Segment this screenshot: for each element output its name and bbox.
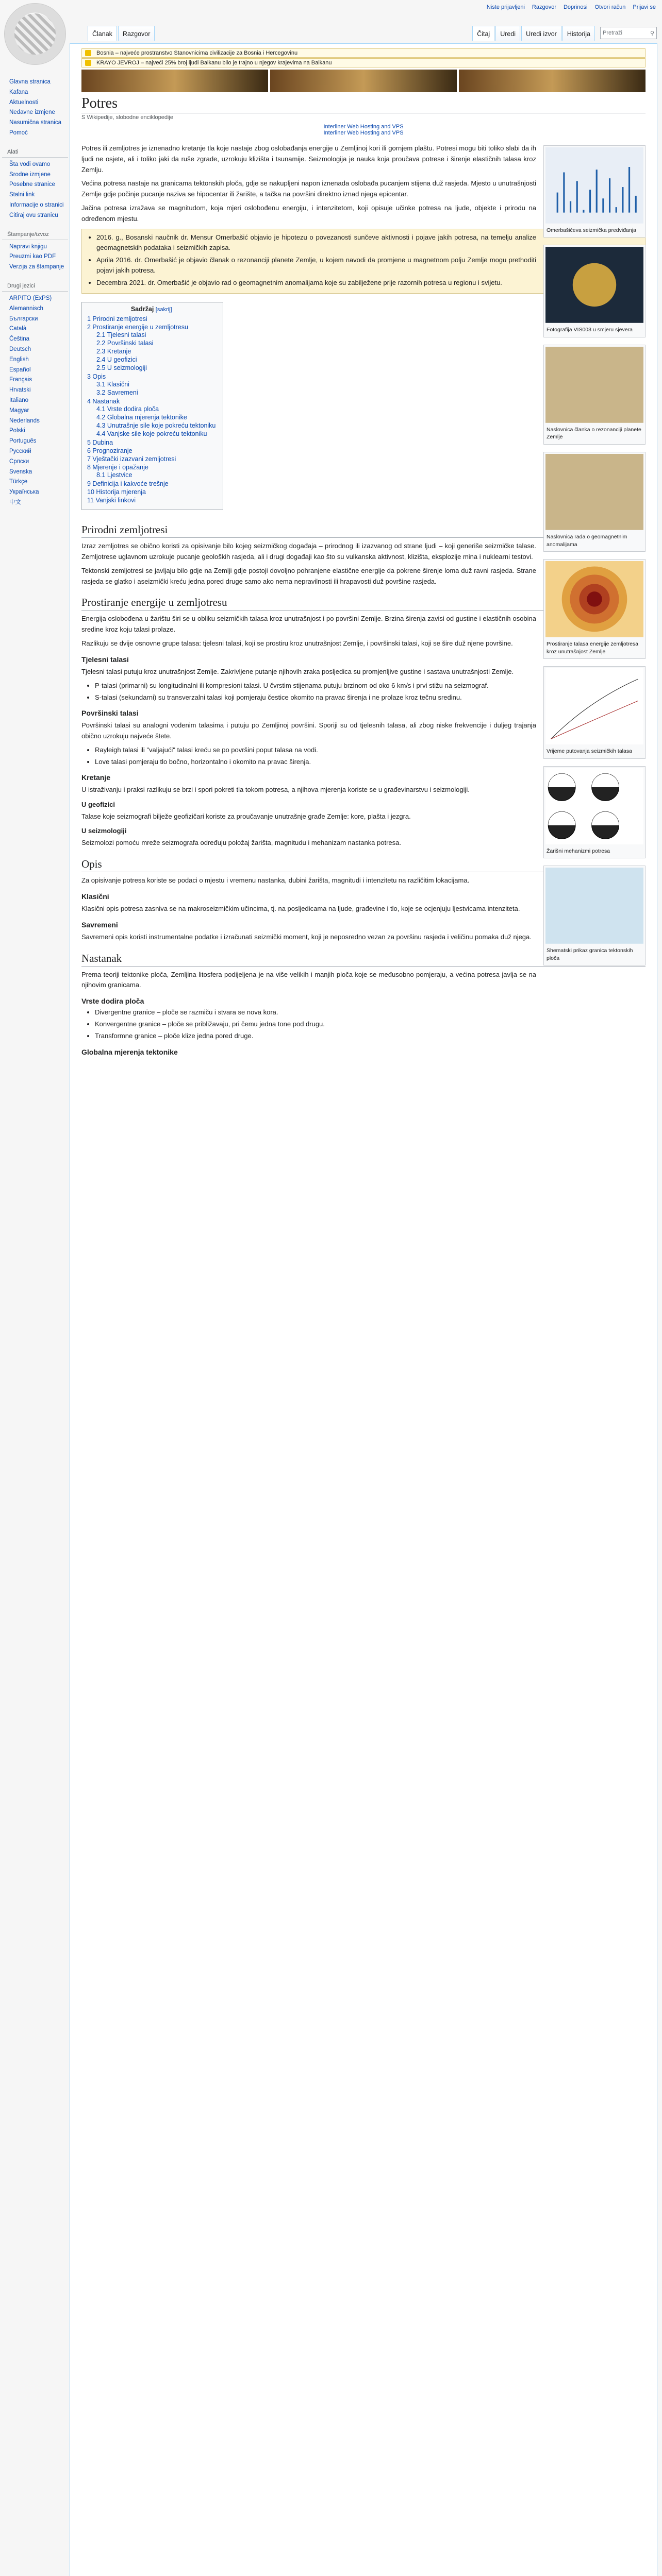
sidebar-link[interactable]: Hrvatski [9,387,31,394]
sidebar-link[interactable]: Srodne izmjene [9,171,51,178]
notice-item: • 2016. g., Bosanski naučnik dr. Mensur Omerbašić objavio je hipotezu o povezanosti sunčeve aktivnosti i pojave jakih potresa, na temelju analize geomagnetskih podataka i seizmičkih zapisa. [96,232,639,253]
user-link[interactable]: Otvori račun [594,4,626,10]
toc-item[interactable] [87,323,216,372]
bullet-item: • Transformne granice – ploče klize jedna pored druge. [95,1031,646,1041]
globe-icon [14,13,56,55]
toc-link[interactable]: 2.4 U geofizici [96,356,137,364]
tab-članak[interactable]: Članak [88,26,117,41]
toc-item[interactable] [87,315,216,323]
banner-text: Bosnia – najveće prostranstvo Stanovnicima civilizacije za Bosnia i Hercegovinu [96,50,298,56]
sidebar-link[interactable]: Aktuelnosti [9,99,39,106]
toc-subitem[interactable] [96,339,216,347]
top-image-links [81,124,646,136]
user-link[interactable]: Doprinosi [563,4,588,10]
thumbnail[interactable] [543,766,646,858]
main-content [70,43,657,2576]
banner-photo [81,70,268,92]
namespace-tabs [88,26,155,41]
search-icon[interactable]: ⚲ [650,30,654,37]
thumbnail-caption: Omerbašićeva seizmička predviđanja [547,227,636,233]
sidebar-link[interactable]: Preuzmi kao PDF [9,253,56,260]
section-heading: Globalna mjerenja tektonike [81,1047,178,1056]
toc-item[interactable] [87,496,216,504]
section-heading: Opis [81,858,646,872]
sidebar-link[interactable]: Napravi knjigu [9,243,47,250]
sidebar-link[interactable]: Glavna stranica [9,79,51,85]
toc-sublist [87,380,216,397]
section-paragraph: Razlikuju se dvije osnovne grupe talasa: tjelesni talasi, koji se prostiru kroz unutrašnjost Zemlje, i površinski talasi, koji se šire duž njene površine. [81,639,513,648]
sidebar-link[interactable]: 中文 [9,499,21,505]
sidebar-item [9,324,68,334]
toc-link[interactable]: 10 Historija mjerenja [87,488,146,496]
sidebar-list [2,77,68,139]
toc-link[interactable]: 9 Definicija i kakvoće trešnje [87,480,169,488]
info-icon [85,60,91,66]
satellite-image [545,247,643,323]
banner-images [81,70,646,92]
sidebar-link[interactable]: Català [9,326,27,332]
toc-link[interactable]: 2.2 Površinski talasi [96,340,154,347]
section-heading: Prostiranje energije u zemljotresu [81,596,646,611]
toc-item[interactable] [87,447,216,455]
section-paragraph: Tektonski zemljotresi se javljaju bilo gdje na Zemlji gdje postoji dovoljno pohranjene elastične energije da pokrene širenje loma duž ravni rasjeda. Strane rasjeda se glatko i aseizmički kreću jedna pored druge samo ako nema nepravilnosti ili hrapavosti duž površine rasjeda. [81,566,536,585]
sidebar-item [9,242,68,252]
sidebar-heading: Alati [2,148,68,158]
section-paragraph: U istraživanju i praksi razlikuju se brzi i spori pokreti tla tokom potresa, a njihova mjerenja koriste se u građevinarstvu i seizmologiji. [81,785,470,793]
sidebar-list [2,294,68,508]
banner-text: KRAYO JEVROJ – najveći 25% broj ljudi Balkanu bilo je trajno u njegov krajevima na Balkanu [96,60,332,66]
sidebar-link[interactable]: Citiraj ovu stranicu [9,212,58,218]
sidebar-link[interactable]: Français [9,377,32,383]
sidebar-link[interactable]: Magyar [9,407,29,414]
thumbnail-caption: Shematski prikaz granica tektonskih ploča [547,947,633,961]
search-input[interactable]: Pretraži [603,30,622,36]
sidebar-item [9,128,68,139]
section-paragraph: Klasični opis potresa zasniva se na makroseizmičkim učincima, tj. na posljedicama na ljude, građevine i tlo, koje se ocjenjuju ljestvicama intenziteta. [81,905,520,912]
lead-paragraph: Jačina potresa izražava se magnitudom, koja mjeri oslobođenu energiju, i intenzitetom, koji opisuje učinke potresa na ljude, objekte i prirodu na određenom mjestu. [81,204,536,223]
thumbnail[interactable] [543,666,646,758]
sidebar-item [9,487,68,498]
sidebar-item [9,160,68,170]
banner-notice-2 [81,58,646,67]
sidebar-item [9,385,68,396]
sidebar-item [9,345,68,355]
sidebar-item [9,406,68,416]
thumbnail[interactable] [543,245,646,337]
sidebar-link[interactable]: Svenska [9,468,32,475]
sidebar-heading: Drugi jezici [2,282,68,292]
sidebar-link[interactable]: Български [9,315,38,322]
toc-subitem[interactable] [96,347,216,355]
sidebar-link[interactable]: Šta vodi ovamo [9,161,51,167]
tab-view[interactable]: Uredi izvor [521,26,561,41]
sidebar-item [9,200,68,211]
section-heading: Vrste dodira ploča [81,997,144,1006]
article-cover-image [545,454,643,530]
toc-sublist [87,471,216,479]
sidebar-link[interactable]: Čeština [9,336,29,343]
toc-subitem[interactable] [96,413,216,421]
tab-view[interactable]: Čitaj [472,26,494,41]
toc-item[interactable] [87,438,216,447]
hosting-link[interactable]: Interliner Web Hosting and VPS [323,124,404,130]
toc-sublist [87,405,216,438]
sidebar-item [9,355,68,365]
section-paragraph: Površinski talasi su analogni vodenim talasima i putuju po Zemljinoj površini. Sporiji su od tjelesnih talasa, ali zbog niske frekvencije i duljeg trajanja obično uzrokuju najveće štete. [81,721,536,740]
toc-link[interactable]: 8 Mjerenje i opažanje [87,464,148,471]
sidebar-item [9,447,68,457]
sidebar-link[interactable]: Türkçe [9,479,28,485]
sidebar-link[interactable]: Nedavne izmjene [9,109,55,116]
thumbnail[interactable] [543,452,646,552]
thumbnail[interactable] [543,866,646,965]
sidebar-link[interactable]: Українська [9,489,39,496]
section-heading: Prirodni zemljotresi [81,523,646,538]
banner-photo [270,70,457,92]
section-heading: Savremeni [81,920,118,929]
banner-notice-1 [81,48,646,58]
sidebar-item [9,498,68,508]
sidebar-link[interactable]: Deutsch [9,346,31,352]
user-link[interactable]: Niste prijavljeni [486,4,525,10]
toc-link[interactable]: 5 Dubina [87,439,113,447]
tab-razgovor[interactable]: Razgovor [118,26,155,41]
sidebar [2,77,68,517]
sidebar-portlet [2,148,68,221]
toc-item[interactable] [87,480,216,488]
site-subtitle: S Wikipedije, slobodne enciklopedije [81,114,173,121]
toc-subitem[interactable] [96,405,216,413]
sidebar-item [9,436,68,447]
sidebar-item [9,294,68,304]
sidebar-portlet [2,230,68,273]
notice-item: • Decembra 2021. dr. Omerbašić je objavio rad o geomagnetnim anomalijama koje su zabilježene prije razornih potresa u regionu i svijetu. [96,278,639,288]
sidebar-item [9,118,68,128]
thumbnail-caption: Vrijeme putovanja seizmičkih talasa [547,748,632,755]
toc-link[interactable]: 4.4 Vanjske sile koje pokreću tektoniku [96,430,207,438]
bullet-item: • Love talasi pomjeraju tlo bočno, horizontalno i okomito na pravac širenja. [95,757,646,767]
toc-link[interactable]: 7 Vještački izazvani zemljotresi [87,455,176,463]
thumbnail-caption: Prostiranje talasa energije zemljotresa kroz unutrašnjost Zemlje [547,640,639,655]
user-links [487,4,656,10]
thumbnail-caption: Naslovnica članka o rezonanciji planete Zemlje [547,426,641,440]
toc-link[interactable]: 4.3 Unutrašnje sile koje pokreću tektoniku [96,422,216,430]
toc-heading: Sadržaj [130,306,154,313]
section-heading: Klasični [81,892,109,901]
sidebar-item [9,314,68,325]
tab-view[interactable]: Historija [562,26,595,41]
sidebar-link[interactable]: Nederlands [9,417,40,424]
toc-sublist [87,331,216,372]
toc-link[interactable]: 2.1 Tjelesni talasi [96,331,146,339]
sidebar-link[interactable]: English [9,356,29,363]
sidebar-link[interactable]: Stalni link [9,192,35,198]
seismic-plot-image [545,147,643,224]
sidebar-link[interactable]: Posebne stranice [9,181,55,188]
toc-subitem[interactable] [96,364,216,372]
sidebar-link[interactable]: Alemannisch [9,305,43,312]
toc-subitem[interactable] [96,331,216,339]
sidebar-portlet [2,77,68,139]
thumbnail[interactable] [543,559,646,659]
sidebar-link[interactable]: Русский [9,448,31,454]
toc-link[interactable]: 8.1 Ljestvice [96,471,133,479]
sidebar-item [9,365,68,376]
sidebar-item [9,98,68,108]
sidebar-item [9,375,68,385]
section-paragraph: Savremeni opis koristi instrumentalne podatke i izračunati seizmički moment, koji je neposredno vezan za površinu rasjeda i veličinu pomaka duž njega. [81,933,532,941]
section-paragraph: Prema teoriji tektonike ploča, Zemljina litosfera podijeljena je na više velikih i manjih ploča koje se međusobno pomjeraju, a većina potresa javlja se na njihovim granicama. [81,970,536,989]
thumbnail-caption: Naslovnica rada o geomagnetnim anomalijama [547,533,627,548]
plate-boundary-diagram [545,868,643,944]
info-icon [85,50,91,56]
section-heading: Nastanak [81,952,646,967]
sidebar-list [2,242,68,273]
sidebar-item [9,108,68,118]
section-paragraph: Tjelesni talasi putuju kroz unutrašnjost Zemlje. Zakrivljene putanje njihovih zraka posljedica su promjenljive gustine i sastava unutrašnjosti Zemlje. [81,667,514,675]
toc-item[interactable] [87,397,216,438]
view-tabs [472,26,595,41]
toc-link[interactable]: 1 Prirodni zemljotresi [87,315,147,323]
sidebar-portlet [2,282,68,508]
section-heading: Tjelesni talasi [81,655,129,664]
sidebar-link[interactable]: ARPITO (ExPS) [9,295,52,301]
bullet-item: • Divergentne granice – ploče se razmiču i stvara se nova kora. [95,1007,646,1018]
toc-link[interactable]: 11 Vanjski linkovi [87,497,136,504]
section-bullets [81,1007,646,1041]
sidebar-item [9,88,68,98]
sidebar-item [9,262,68,273]
sidebar-link[interactable]: Português [9,438,37,445]
toc-link[interactable]: 2 Prostiranje energije u zemljotresu [87,324,188,331]
tab-view[interactable]: Uredi [495,26,520,41]
toc-link[interactable]: 3.1 Klasični [96,381,129,388]
toc-link[interactable]: 4 Nastanak [87,398,120,405]
toc-list [87,315,216,504]
toc-item[interactable] [87,463,216,480]
sidebar-item [9,396,68,406]
toc-link[interactable]: 3.2 Savremeni [96,389,138,397]
toc-title [87,306,216,313]
toc-subitem[interactable] [96,388,216,397]
toc-link[interactable]: 4.2 Globalna mjerenja tektonike [96,414,187,421]
bullet-item: • Konvergentne granice – ploče se približavaju, pri čemu jedna tone pod drugu. [95,1019,646,1029]
sidebar-item [9,77,68,88]
lead-paragraph: Većina potresa nastaje na granicama tektonskih ploča, gdje se nakupljeni napon iznenada oslobađa pucanjem stijena duž rasjeda. Mjesto u unutrašnjosti Zemlje gdje počinje pucanje naziva se hipocentar ili žarište, a tačka na površini direktno iznad njega epicentar. [81,179,536,198]
sidebar-item [9,477,68,487]
toc-item[interactable] [87,372,216,397]
focal-mechanism-diagram [545,768,643,844]
sidebar-item [9,334,68,345]
sidebar-list [2,160,68,221]
sidebar-item [9,252,68,262]
travel-time-chart [545,668,643,744]
section-paragraph: Energija oslobođena u žarištu širi se u obliku seizmičkih talasa kroz unutrašnjost i po površini Zemlje. Brzina širenja zavisi od gustine i elastičnih osobina sredine kroz koju talasi prolaze. [81,615,536,634]
lead-paragraph: Potres ili zemljotres je iznenadno kretanje tla koje nastaje zbog oslobađanja energije u Zemljinoj kori ili gornjem plaštu. Potresi mogu biti toliko slabi da ih ljudi ne osjete, ali i toliko jaki da ruše zgrade, uzrokuju klizišta i tsunamije. Seizmologija je nauka koja proučava potrese i širenje elastičnih talasa kroz Zemlju. [81,144,536,174]
wikipedia-logo[interactable] [4,3,66,65]
sidebar-item [9,457,68,467]
sidebar-link[interactable]: Nasumična stranica [9,120,61,126]
section-heading: Površinski talasi [81,708,139,717]
sidebar-link[interactable]: Verzija za štampanje [9,264,64,270]
sidebar-link[interactable]: Kafana [9,89,28,95]
toc-link[interactable]: 4.1 Vrste dodira ploča [96,405,159,413]
toc-link[interactable]: 2.3 Kretanje [96,348,131,355]
sidebar-item [9,426,68,436]
page-title: Potres [81,95,646,113]
bullet-item: • P-talasi (primarni) su longitudinalni ili kompresioni talasi. U čvrstim stijenama putuju brzinom od oko 6 km/s i prvi stižu na seizmograf. [95,681,646,691]
sidebar-item [9,211,68,221]
user-link[interactable]: Razgovor [532,4,556,10]
article-cover-image [545,347,643,423]
sidebar-link[interactable]: Српски [9,458,29,465]
toc-subitem[interactable] [96,380,216,388]
banner-photo [459,70,646,92]
sidebar-link[interactable]: Polski [9,428,25,434]
table-of-contents [81,302,223,510]
user-link[interactable]: Prijavi se [633,4,656,10]
section-paragraph: Talase koje seizmografi bilježe geofizičari koriste za proučavanje unutrašnje građe Zemlje: kore, plašta i jezgra. [81,812,411,820]
toc-toggle[interactable]: [sakrij] [155,307,172,313]
toc-link[interactable]: 6 Prognoziranje [87,447,133,455]
search-box[interactable] [600,27,657,39]
toc-link[interactable]: 2.5 U seizmologiji [96,364,147,372]
toc-item[interactable] [87,455,216,463]
toc-subitem[interactable] [96,421,216,430]
sidebar-item [9,170,68,180]
bullet-item: • S-talasi (sekundarni) su transverzalni talasi koji pomjeraju čestice okomito na pravac širenja i ne prolaze kroz tečnu sredinu. [95,692,646,703]
sidebar-link[interactable]: Pomoć [9,129,28,136]
section-paragraph: Seizmolozi pomoću mreže seizmografa određuju položaj žarišta, magnitudu i mehanizam nastanka potresa. [81,839,401,847]
sidebar-item [9,180,68,190]
section-heading: Kretanje [81,773,111,782]
sidebar-link[interactable]: Informacije o stranici [9,201,64,208]
thumbnail[interactable] [543,145,646,238]
sidebar-item [9,416,68,427]
sidebar-heading: Štampanje/izvoz [2,230,68,240]
hosting-link[interactable]: Interliner Web Hosting and VPS [323,130,404,136]
thumbnail-caption: Žarišni mehanizmi potresa [547,848,610,854]
bullet-item: • Rayleigh talasi ili "valjajući" talasi kreću se po površini poput talasa na vodi. [95,745,646,755]
toc-subitem[interactable] [96,471,216,479]
sidebar-item [9,467,68,478]
section-paragraph: Za opisivanje potresa koriste se podaci o mjestu i vremenu nastanka, dubini žarišta, magnitudi i intenzitetu na različitim lokacijama. [81,876,470,885]
section-paragraph: Izraz zemljotres se obično koristi za opisivanje bilo kojeg seizmičkog događaja – prirodnog ili izazvanog od strane ljudi – koji generiše seizmičke talase. Zemljotrese uglavnom uzrokuje pucanje geoloških rasjeda, ali i drugi događaji kao što su vulkanska aktivnost, klizišta, eksplozije mina i nuklearni testovi. [81,542,536,561]
sidebar-link[interactable]: Español [9,366,31,373]
sidebar-item [9,190,68,200]
thumbnail[interactable] [543,345,646,445]
sidebar-link[interactable]: Italiano [9,397,29,403]
section-heading: U seizmologiji [81,827,127,835]
section-heading: U geofizici [81,800,115,808]
earth-layers-diagram [545,561,643,637]
toc-subitem[interactable] [96,430,216,438]
toc-subitem[interactable] [96,355,216,364]
notice-item: • Aprila 2016. dr. Omerbašić je objavio članak o rezonanciji planete Zemlje, u kojem navodi da promjene u magnetnom polju Zemlje mogu prethoditi pojavi jakih potresa. [96,255,639,276]
toc-item[interactable] [87,488,216,496]
thumbnail-caption: Fotografija VIS003 u smjeru sjevera [547,327,633,333]
sidebar-item [9,304,68,314]
toc-link[interactable]: 3 Opis [87,373,106,381]
